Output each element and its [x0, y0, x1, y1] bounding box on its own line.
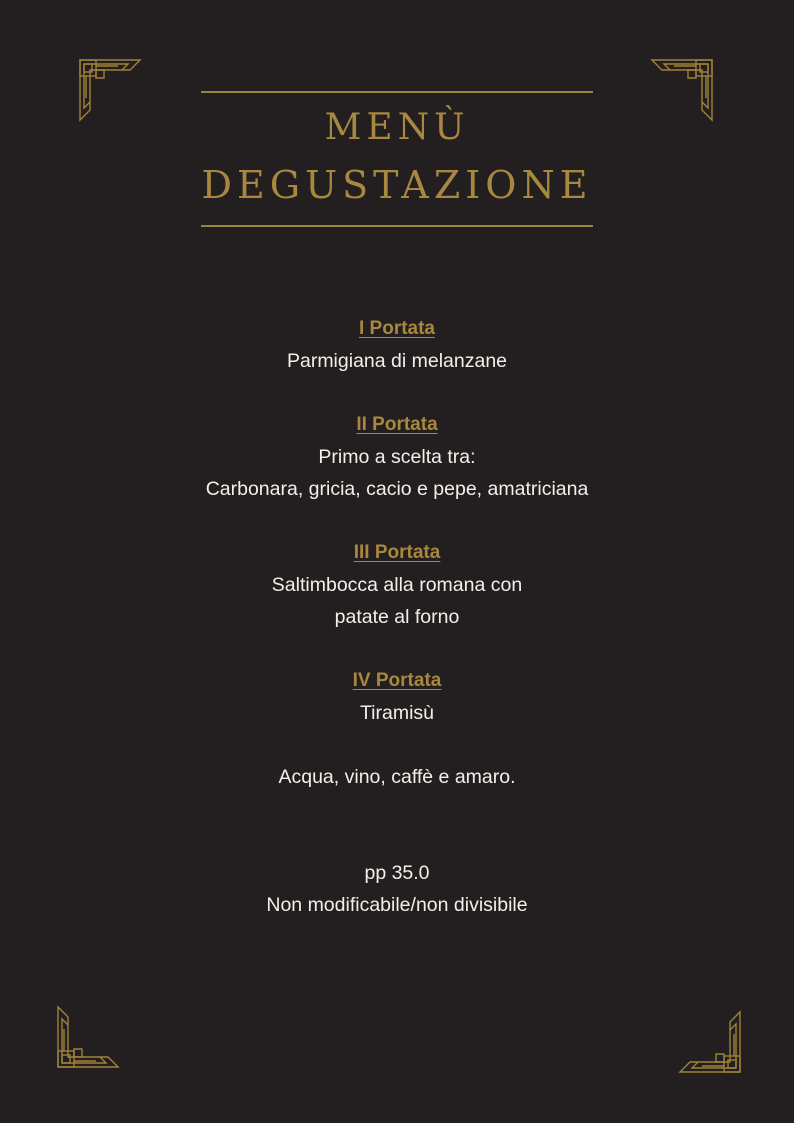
course-dish: Parmigiana di melanzane — [286, 350, 508, 372]
course-dish: Carbonara, gricia, cacio e pepe, amatriciana — [205, 478, 589, 500]
corner-ornament-bottom-right-icon — [678, 1010, 742, 1074]
page-title-line-2: DEGUSTAZIONE — [201, 163, 593, 207]
course-title: II Portata — [356, 414, 438, 435]
course-title: I Portata — [358, 318, 436, 339]
course-dish: Saltimbocca alla romana con — [271, 574, 523, 596]
course-dish: Tiramisù — [359, 702, 435, 724]
title-bottom-rule — [201, 225, 593, 227]
page-title-line-1: MENÙ — [324, 107, 470, 148]
menu-note: Non modificabile/non divisibile — [266, 894, 528, 916]
course-2 — [0, 409, 794, 505]
price-block — [0, 857, 794, 921]
course-3 — [0, 537, 794, 633]
course-1 — [0, 313, 794, 377]
menu-courses — [0, 313, 794, 793]
course-dish: patate al forno — [334, 606, 460, 628]
course-title: IV Portata — [352, 670, 442, 691]
price-per-person: pp 35.0 — [364, 862, 430, 884]
course-dish: Primo a scelta tra: — [318, 446, 476, 468]
corner-ornament-bottom-left-icon — [56, 1005, 120, 1069]
included-drinks: Acqua, vino, caffè e amaro. — [278, 766, 516, 788]
course-title: III Portata — [353, 542, 441, 563]
title-top-rule — [201, 91, 593, 93]
course-4 — [0, 665, 794, 729]
